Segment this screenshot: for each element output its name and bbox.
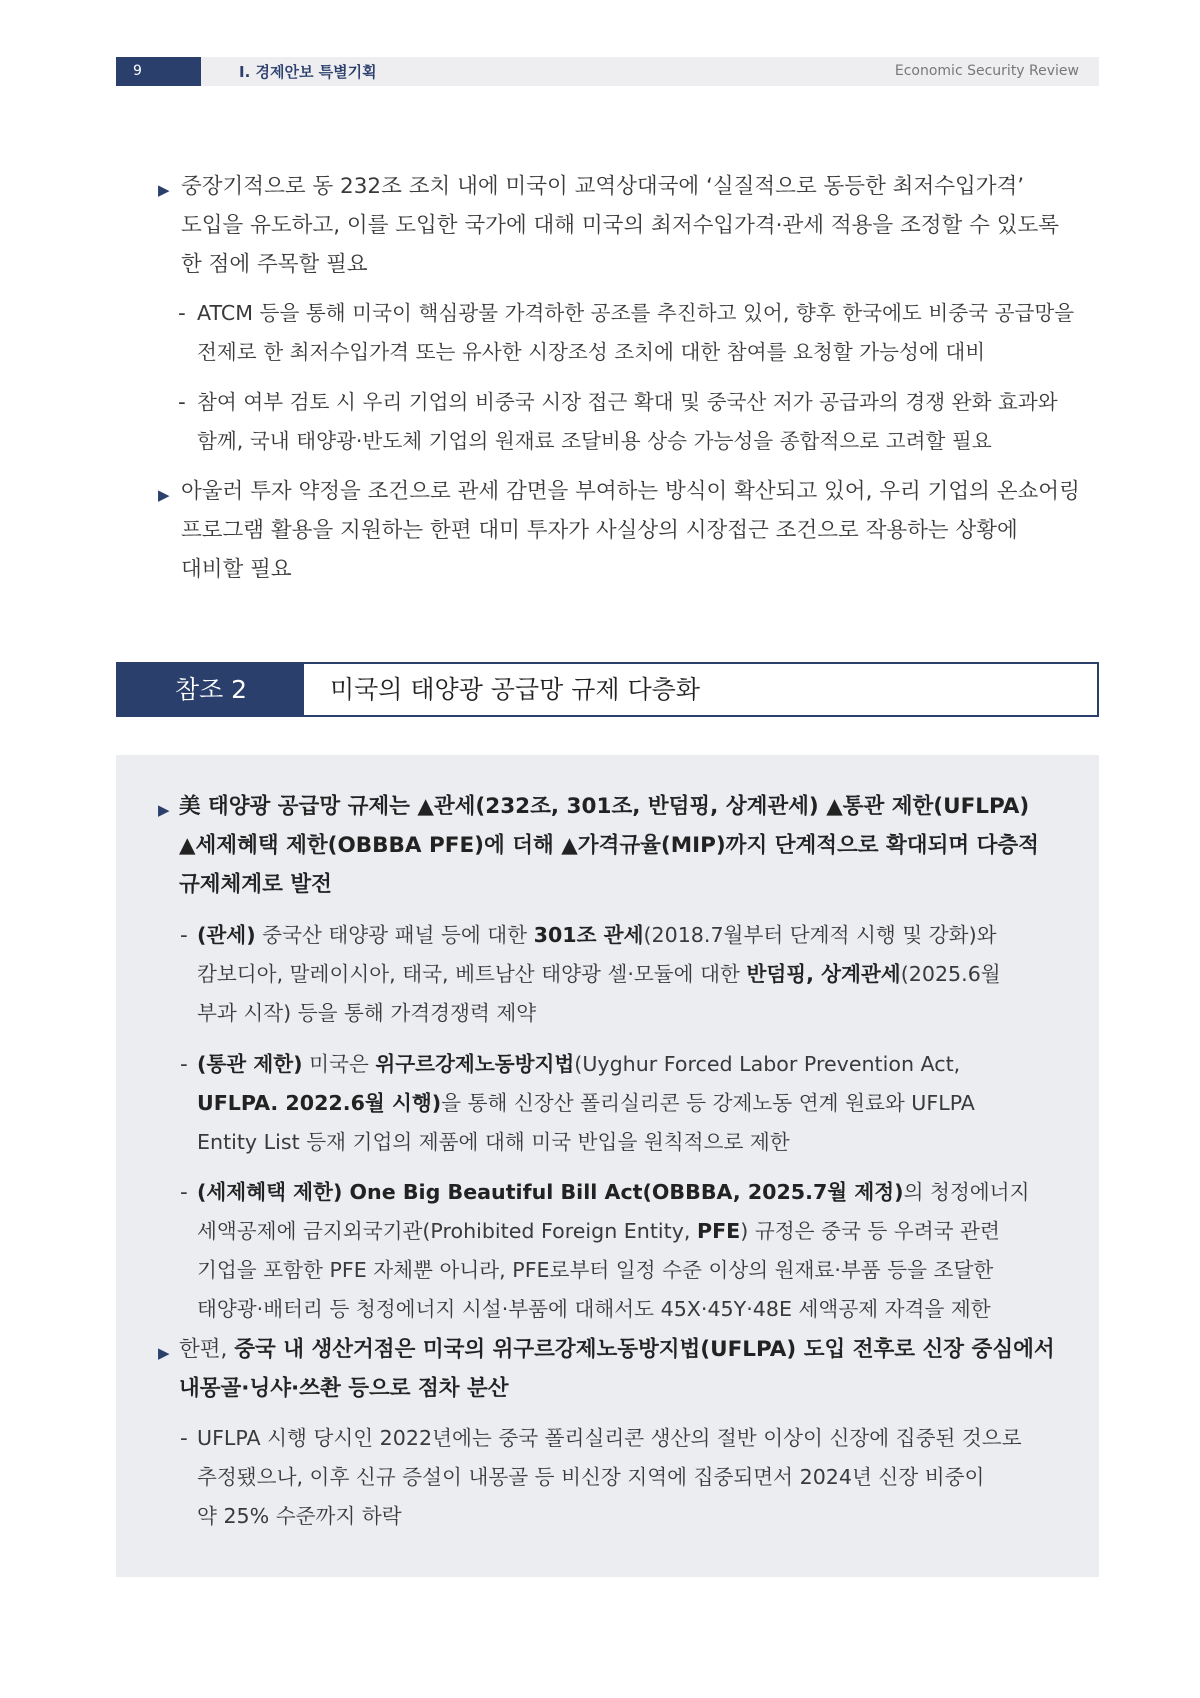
triangle-right-icon: ▶: [158, 181, 170, 199]
box-bullet-item-2: [179, 1330, 1055, 1408]
text: 세액공제에 금지외국기관(Prohibited Foreign Entity,: [197, 1219, 698, 1243]
text-line: [179, 1330, 1055, 1369]
bold-text: (관세): [197, 923, 256, 947]
bold-text: 위구르강제노동방지법: [375, 1052, 575, 1076]
text-line: Entity List 등재 기업의 제품에 대해 미국 반입을 원칙적으로 제한: [197, 1130, 790, 1154]
text-line: UFLPA 시행 당시인 2022년에는 중국 폴리실리콘 생산의 절반 이상이 신장에 집중된 것으로: [197, 1426, 1022, 1450]
text-line: 추정됐으나, 이후 신규 증설이 내몽골 등 비신장 지역에 집중되면서 2024년 신장 비중이: [197, 1465, 985, 1489]
text-line: 규제체계로 발전: [179, 872, 332, 897]
text-line: 부과 시작) 등을 통해 가격경쟁력 제약: [197, 1001, 537, 1025]
text: (Uyghur Forced Labor Prevention Act,: [574, 1052, 961, 1076]
dash-mark: -: [180, 1052, 188, 1077]
text-line: [197, 1212, 1029, 1251]
text: 캄보디아, 말레이시아, 태국, 베트남산 태양광 셀·모듈에 대한: [197, 962, 747, 986]
text: 한편,: [179, 1337, 235, 1362]
text-line: 약 25% 수준까지 하락: [197, 1504, 402, 1528]
bullet-item-1: [181, 167, 1059, 284]
text-line: 한 점에 주목할 필요: [181, 252, 368, 277]
triangle-right-icon: ▶: [158, 486, 170, 504]
reference-header: [116, 662, 1099, 717]
text: 미국은: [302, 1052, 376, 1076]
box-dash-item-4: [197, 1419, 1022, 1536]
bold-text: 반덤핑, 상계관세: [746, 962, 901, 986]
dash-mark: -: [180, 923, 188, 948]
box-dash-item-1: [197, 916, 1001, 1033]
text: 의 청정에너지: [903, 1180, 1030, 1204]
text-line: 기업을 포함한 PFE 자체뿐 아니라, PFE로부터 일정 수준 이상의 원재료·부품 등을 조달한: [197, 1258, 994, 1282]
text-line: 美 태양광 공급망 규제는 ▲관세(232조, 301조, 반덤핑, 상계관세) ▲통관 제한(UFLPA): [179, 794, 1030, 819]
bold-text: (세제혜택 제한) One Big Beautiful Bill Act(OBBBA, 2025.7월 제정): [197, 1180, 904, 1204]
dash-mark: -: [178, 301, 186, 326]
text-line: 태양광·배터리 등 청정에너지 시설·부품에 대해서도 45X·45Y·48E 세액공제 자격을 제한: [197, 1297, 991, 1321]
reference-title: 미국의 태양광 공급망 규제 다층화: [330, 675, 700, 704]
text: 을 통해 신장산 폴리실리콘 등 강제노동 연계 원료와 UFLPA: [441, 1091, 975, 1115]
dash-item-1: [197, 294, 1074, 372]
box-dash-item-3: [197, 1173, 1029, 1329]
text-line: 함께, 국내 태양광·반도체 기업의 원재료 조달비용 상승 가능성을 종합적으로 고려할 필요: [197, 429, 992, 453]
section-title: Ⅰ. 경제안보 특별기획: [239, 63, 377, 81]
journal-name: Economic Security Review: [894, 63, 1079, 79]
triangle-right-icon: ▶: [158, 801, 170, 819]
dash-mark: -: [180, 1180, 188, 1205]
text-line: [197, 1045, 975, 1084]
text-line: 프로그램 활용을 지원하는 한편 대미 투자가 사실상의 시장접근 조건으로 작용하는 상황에: [181, 518, 1018, 543]
text-line: 내몽골·닝샤·쓰촨 등으로 점차 분산: [179, 1376, 509, 1401]
page-number-box: [116, 57, 201, 86]
text-line: 참여 여부 검토 시 우리 기업의 비중국 시장 접근 확대 및 중국산 저가 공급과의 경쟁 완화 효과와: [197, 390, 1058, 414]
box-dash-item-2: [197, 1045, 975, 1162]
text-line: [197, 1173, 1029, 1212]
text-line: 아울러 투자 약정을 조건으로 관세 감면을 부여하는 방식이 확산되고 있어, 우리 기업의 온쇼어링: [181, 479, 1080, 504]
text-line: ATCM 등을 통해 미국이 핵심광물 가격하한 공조를 추진하고 있어, 향후 한국에도 비중국 공급망을: [197, 301, 1075, 325]
dash-mark: -: [178, 390, 186, 415]
bold-text: 중국 내 생산거점은 미국의 위구르강제노동방지법(UFLPA) 도입 전후로 신장 중심에서: [234, 1337, 1055, 1362]
text: ) 규정은 중국 등 우려국 관련: [740, 1219, 1000, 1243]
text-line: 도입을 유도하고, 이를 도입한 국가에 대해 미국의 최저수입가격·관세 적용을 조정할 수 있도록: [181, 213, 1060, 238]
text: (2025.6월: [900, 962, 1001, 986]
bold-text: 301조 관세: [533, 923, 644, 947]
box-bullet-item-1: [179, 787, 1039, 904]
reference-label: 참조 2: [118, 664, 304, 715]
text-line: 중장기적으로 동 232조 조치 내에 미국이 교역상대국에 ‘실질적으로 동등한 최저수입가격’: [181, 174, 1025, 199]
triangle-right-icon: ▶: [158, 1344, 170, 1362]
text-line: ▲세제혜택 제한(OBBBA PFE)에 더해 ▲가격규율(MIP)까지 단계적으로 확대되며 다층적: [179, 833, 1039, 858]
text-line: 대비할 필요: [181, 557, 292, 582]
text-line: [197, 916, 1001, 955]
page-number: 9: [133, 63, 142, 79]
page-header: [116, 57, 1099, 86]
bold-text: PFE: [697, 1219, 741, 1243]
text-line: 전제로 한 최저수입가격 또는 유사한 시장조성 조치에 대한 참여를 요청할 가능성에 대비: [197, 340, 986, 364]
bold-text: UFLPA. 2022.6월 시행): [197, 1091, 442, 1115]
text: (2018.7월부터 단계적 시행 및 강화)와: [643, 923, 997, 947]
text-line: [197, 955, 1001, 994]
text-line: [197, 1084, 975, 1123]
bullet-item-2: [181, 472, 1080, 589]
dash-mark: -: [180, 1426, 188, 1451]
bold-text: (통관 제한): [197, 1052, 303, 1076]
text: 중국산 태양광 패널 등에 대한: [255, 923, 534, 947]
dash-item-2: [197, 383, 1058, 461]
